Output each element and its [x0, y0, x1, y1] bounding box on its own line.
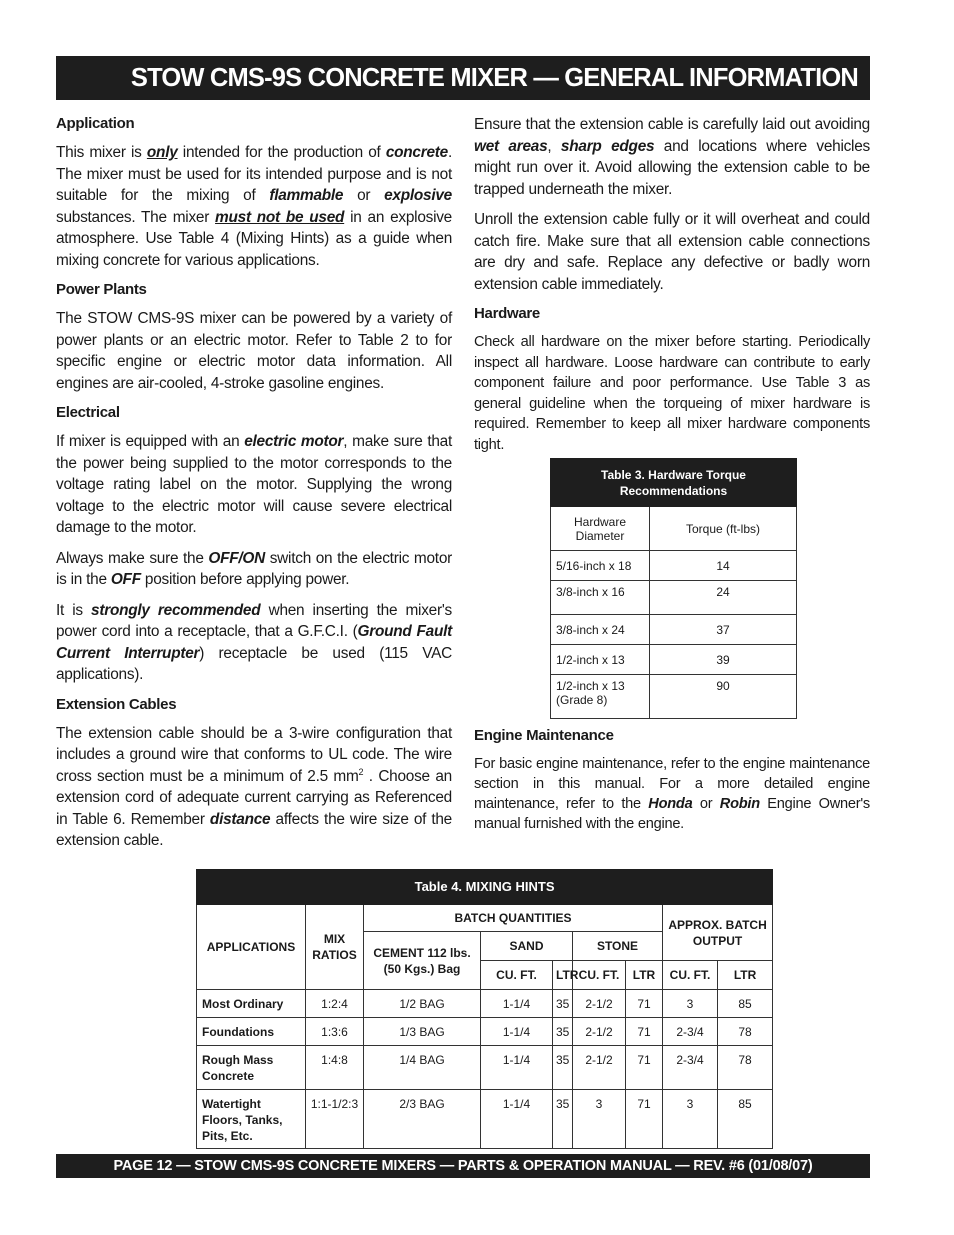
electrical-heading: Electrical: [56, 404, 120, 421]
table3-cell: 1/2-inch x 13 (Grade 8): [551, 675, 650, 719]
table4-cell: 1-1/4: [481, 990, 553, 1018]
table3-cell: 14: [650, 551, 797, 581]
table4-cell: 2-3/4: [663, 1046, 718, 1090]
table-row: [197, 990, 773, 1018]
table4-cell: Foundations: [197, 1018, 306, 1046]
engine-section: [474, 726, 870, 843]
table4-header-stone-ltr: LTR: [626, 961, 663, 990]
power-plants-paragraph: The STOW CMS-9S mixer can be powered by a variety of power plants or an electric motor. Refer to Table 2 to for specific engine or electric motor data information. All engines are air-cooled, 4-stroke gasoline engines.: [56, 310, 452, 392]
table4-cell: 1/4 BAG: [364, 1046, 481, 1090]
table4-cell: 2-1/2: [573, 990, 626, 1018]
table4-cell: 85: [718, 990, 773, 1018]
table-row: [197, 1018, 773, 1046]
table3-col-torque: Torque (ft-lbs): [650, 507, 797, 551]
table4-cell: 1:2:4: [306, 990, 364, 1018]
table4-cell: 71: [626, 1018, 663, 1046]
table4-cell: 35: [553, 1018, 573, 1046]
page-footer: PAGE 12 — STOW CMS-9S CONCRETE MIXERS — PARTS & OPERATION MANUAL — REV. #6 (01/08/07): [56, 1154, 870, 1178]
hardware-torque-table: [550, 458, 797, 719]
table4-header-mix-ratios: MIX RATIOS: [306, 905, 364, 990]
table3-cell: 39: [650, 645, 797, 675]
table4-cell: 1-1/4: [481, 1018, 553, 1046]
table4-cell: 3: [663, 1090, 718, 1149]
table4-header-applications: APPLICATIONS: [197, 905, 306, 990]
table3-cell: 5/16-inch x 18: [551, 551, 650, 581]
electrical-paragraph-3: It is strongly recommended when inserting the mixer's power cord into a receptacle, that a G.F.C.I. (Ground Fault Current Interrupter) receptacle be used (115 VAC applications).: [56, 601, 452, 683]
application-paragraph: This mixer is only intended for the production of concrete. The mixer must be used for its intended purpose and is not suitable for the mixing of flammable or explosive substances. The mixer must not be used in an explosive atmosphere. Use Table 4 (Mixing Hints) as a guide when mixing concrete for various applications.: [56, 144, 452, 269]
table4-cell: Most Ordinary: [197, 990, 306, 1018]
table4-header-stone: STONE: [573, 932, 663, 961]
table-row: [551, 645, 797, 675]
table4-cell: 78: [718, 1018, 773, 1046]
extension-continued-paragraph-1: Ensure that the extension cable is carefully laid out avoiding wet areas, sharp edges and locations where vehicles might run over it. Avoid allowing the extension cable to be trapped underneath the mixer.: [474, 116, 870, 198]
table4-cell: 1-1/4: [481, 1090, 553, 1149]
table4-cell: Rough Mass Concrete: [197, 1046, 306, 1090]
table4-cell: 2-1/2: [573, 1046, 626, 1090]
table4-cell: 71: [626, 990, 663, 1018]
table4-cell: 1:1-1/2:3: [306, 1090, 364, 1149]
hardware-paragraph: Check all hardware on the mixer before starting. Periodically inspect all hardware. Loose hardware can contribute to early component failure and poor performance. Use Table 3 as general guideline when the torqueing of mixer hardware is required. Remember to keep all mixer hardware components tight.: [474, 334, 870, 453]
table4-cell: 1:3:6: [306, 1018, 364, 1046]
table3-cell: 3/8-inch x 16: [551, 581, 650, 615]
table4-cell: 1-1/4: [481, 1046, 553, 1090]
table4-cell: 35: [553, 1046, 573, 1090]
table4-cell: 3: [663, 990, 718, 1018]
extension-cables-paragraph: The extension cable should be a 3-wire configuration that includes a ground wire that conforms to UL code. The wire cross section must be a minimum of 2.5 $mm^2$ . Choose an extension cord of adequate current carrying as Referenced in Table 6. Remember distance affects the wire size of the extension cable.: [56, 724, 452, 849]
table4-cell: 71: [626, 1090, 663, 1149]
table4-cell: 2-3/4: [663, 1018, 718, 1046]
page-title: STOW CMS-9S CONCRETE MIXER — GENERAL INFORMATION: [56, 56, 870, 100]
table4-cell: 1:4:8: [306, 1046, 364, 1090]
table-row: [197, 1090, 773, 1149]
table3-cell: 1/2-inch x 13: [551, 645, 650, 675]
table4-header-stone-cuft: CU. FT.: [573, 961, 626, 990]
table-row: [551, 675, 797, 719]
table4-header-cement: CEMENT 112 lbs. (50 Kgs.) Bag: [364, 932, 481, 990]
table4-cell: 2-1/2: [573, 1018, 626, 1046]
table-row: [197, 1046, 773, 1090]
table3-cell: 90: [650, 675, 797, 719]
table4-cell: 78: [718, 1046, 773, 1090]
table3-cell: 3/8-inch x 24: [551, 615, 650, 645]
power-plants-heading: Power Plants: [56, 281, 147, 298]
table4-cell: 1/3 BAG: [364, 1018, 481, 1046]
table-row: [551, 615, 797, 645]
table4-header-sand-cuft: CU. FT.: [481, 961, 553, 990]
table3-cell: 37: [650, 615, 797, 645]
table4-cell: 85: [718, 1090, 773, 1149]
table4-cell: 3: [573, 1090, 626, 1149]
mixing-hints-table: [196, 869, 773, 1149]
table4-header-batch-quantities: BATCH QUANTITIES: [364, 905, 663, 932]
engine-maintenance-heading: Engine Maintenance: [474, 727, 614, 744]
table3-cell: 24: [650, 581, 797, 615]
extension-cables-heading: Extension Cables: [56, 695, 177, 713]
table-row: [551, 551, 797, 581]
table4-cell: 71: [626, 1046, 663, 1090]
engine-maintenance-paragraph: For basic engine maintenance, refer to the engine maintenance section in this manual. For a more detailed engine maintenance, refer to the Honda or Robin Engine Owner's manual furnished with the engine.: [474, 756, 870, 832]
table4-header-batch-output: APPROX. BATCH OUTPUT: [663, 905, 773, 961]
electrical-paragraph-1: If mixer is equipped with an electric motor, make sure that the power being supplied to the motor corresponds to the voltage rating label on the motor. Supplying the wrong voltage to the electric motor will cause severe electrical damage to the motor.: [56, 433, 452, 536]
table4-header-sand-ltr: LTR: [553, 961, 573, 990]
table4-title: Table 4. MIXING HINTS: [197, 870, 773, 905]
extension-continued-paragraph-2: Unroll the extension cable fully or it will overheat and could catch fire. Make sure that all extension cable connections are dry and safe. Replace any defective or badly worn extension cable immediately.: [474, 211, 870, 293]
table4-header-output-cuft: CU. FT.: [663, 961, 718, 990]
table3-col-diameter: Hardware Diameter: [551, 507, 650, 551]
table4-cell: Watertight Floors, Tanks, Pits, Etc.: [197, 1090, 306, 1149]
table4-header-sand: SAND: [481, 932, 573, 961]
left-column: [56, 114, 452, 861]
application-heading: Application: [56, 115, 135, 132]
hardware-heading: Hardware: [474, 305, 540, 322]
table4-cell: 2/3 BAG: [364, 1090, 481, 1149]
electrical-paragraph-2: Always make sure the OFF/ON switch on the electric motor is in the OFF position before applying power.: [56, 549, 452, 588]
table4-header-output-ltr: LTR: [718, 961, 773, 990]
right-column: [474, 114, 870, 464]
table4-cell: 35: [553, 1090, 573, 1149]
table4-cell: 1/2 BAG: [364, 990, 481, 1018]
table-row: [551, 581, 797, 615]
table3-title: Table 3. Hardware Torque Recommendations: [551, 459, 797, 507]
table4-cell: 35: [553, 990, 573, 1018]
